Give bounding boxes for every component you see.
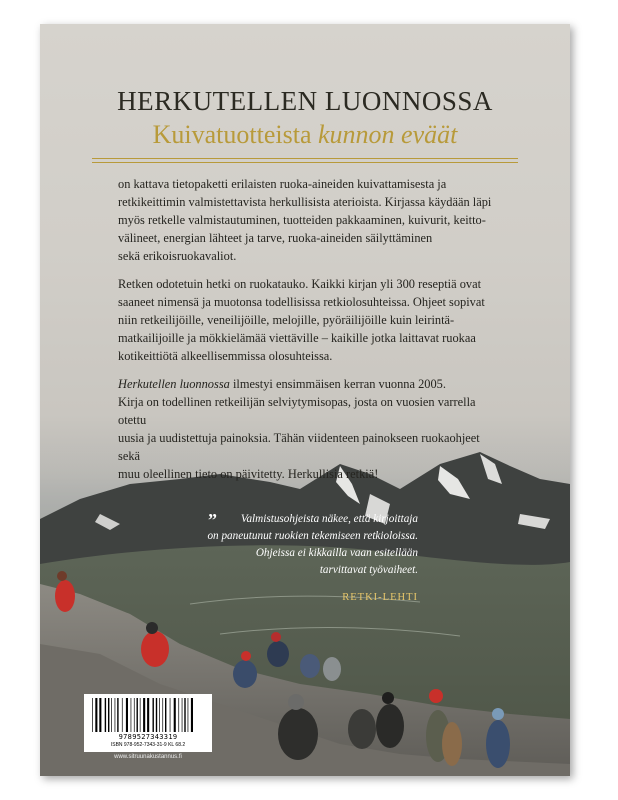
- p1-line-4: välineet, energian lähteet ja tarve, ruoka-aineiden säilyttäminen: [118, 231, 433, 245]
- barcode-bar: [184, 698, 185, 732]
- p3-line-3: uusia ja uudistettuja painoksia. Tähän viidenteen painokseen ruokaohjeet sekä: [118, 431, 480, 463]
- barcode-bar: [99, 698, 101, 732]
- paragraph-1: [118, 175, 498, 265]
- barcode-bar: [162, 698, 163, 732]
- gold-rule-bottom: [92, 162, 518, 163]
- p2-line-3: niin retkeilijöille, veneilijöille, melojille, pyöräilijöille kuin leirintä-: [118, 313, 455, 327]
- quote-line-1: Valmistusohjeista näkee, että kirjoittaja: [240, 513, 418, 525]
- barcode-bar: [159, 698, 160, 732]
- publisher-url: www.sitruunakustannus.fi: [114, 754, 182, 760]
- p2-line-2: saaneet nimensä ja muotonsa todellisissa retkiolosuhteissa. Ohjeet sopivat: [118, 295, 485, 309]
- p1-line-5: sekä erikoisruokavaliot.: [118, 249, 237, 263]
- p1-line-2: retkikeittimin valmistettavista herkullisista aterioista. Kirjassa käydään läpi: [118, 195, 492, 209]
- barcode-bar: [111, 698, 112, 732]
- barcode-bar: [140, 698, 141, 732]
- barcode-bar: [126, 698, 128, 732]
- barcode-bar: [105, 698, 106, 732]
- barcode-bar: [156, 698, 157, 732]
- isbn-line: ISBN 978-952-7343-31-9 KL 68.2: [110, 742, 186, 748]
- barcode-bar: [117, 698, 118, 732]
- p3-line-1-rest: ilmestyi ensimmäisen kerran vuonna 2005.: [229, 377, 446, 391]
- barcode-bar: [92, 698, 93, 732]
- barcode-bar: [182, 698, 183, 732]
- p2-line-5: kotikeittiötä alkeellisemmissa olosuhteissa.: [118, 349, 333, 363]
- barcode-bar: [137, 698, 138, 732]
- barcode-bar: [174, 698, 176, 732]
- p3-line-4: muu oleellinen tieto on päivitetty. Herkullisia retkiä!: [118, 467, 379, 481]
- quote-source: RETKI-LEHTI: [342, 592, 418, 603]
- quote-mark: ”: [208, 510, 217, 530]
- quote-line-3: Ohjeissa ei kikkailla vaan esitellään: [255, 547, 418, 559]
- barcode-bar: [191, 698, 193, 732]
- paragraph-2: [118, 275, 498, 365]
- barcode-bar: [143, 698, 145, 732]
- barcode-bar: [134, 698, 135, 732]
- paragraph-3: [118, 375, 498, 483]
- barcode-bar: [147, 698, 149, 732]
- subtitle-regular: Kuivatuotteista: [152, 120, 318, 149]
- book-subtitle: [40, 120, 570, 150]
- p1-line-3: myös retkelle valmistautuminen, tuotteiden pakkaaminen, kuivurit, keitto-: [118, 213, 486, 227]
- p2-line-1: Retken odotetuin hetki on ruokatauko. Kaikki kirjan yli 300 reseptiä ovat: [118, 277, 482, 291]
- barcode-bar: [115, 698, 116, 732]
- book-back-cover: [40, 24, 570, 776]
- barcode-bar: [108, 698, 109, 732]
- barcode-bar: [178, 698, 179, 732]
- description-text: [118, 175, 498, 493]
- isbn-barcode-box: [84, 694, 212, 752]
- p3-line-2: Kirja on todellinen retkeilijän selviytymisopas, josta on vuosien varrella otettu: [118, 395, 476, 427]
- barcode: [90, 698, 206, 732]
- p2-line-4: matkailijoille ja mökkielämää viettäville – kaikille jotka laittavat ruokaa: [118, 331, 476, 345]
- review-quote: [128, 511, 418, 579]
- p3-book-name: Herkutellen luonnossa: [118, 377, 230, 391]
- barcode-bar: [131, 698, 132, 732]
- barcode-bar: [153, 698, 154, 732]
- subtitle-italic: kunnon eväät: [318, 120, 458, 149]
- barcode-bar: [95, 698, 97, 732]
- p1-line-1: on kattava tietopaketti erilaisten ruoka-aineiden kuivattamisesta ja: [118, 177, 447, 191]
- gold-rule-top: [92, 158, 518, 159]
- barcode-bar: [165, 698, 166, 732]
- barcode-bar: [122, 698, 123, 732]
- quote-line-4: tarvittavat työvaiheet.: [319, 564, 418, 576]
- barcode-bar: [188, 698, 189, 732]
- barcode-bar: [170, 698, 171, 732]
- barcode-number: 9789527343319: [118, 733, 178, 741]
- book-title: HERKUTELLEN LUONNOSSA: [117, 86, 493, 116]
- quote-line-2: on paneutunut ruokien tekemiseen retkioloissa.: [207, 530, 418, 542]
